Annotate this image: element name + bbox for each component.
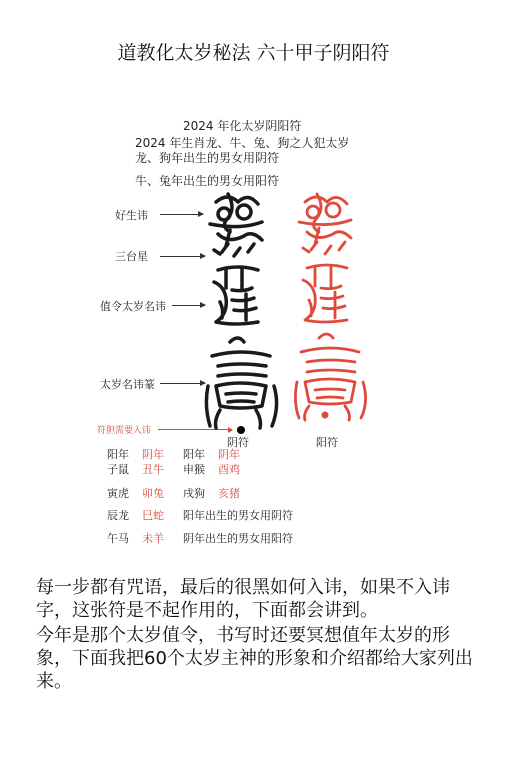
table-cell: 辰龙 [107,509,129,522]
label-hao-sheng-hui: 好生讳 [115,209,148,222]
table-cell: 申猴 [183,463,205,476]
table-cell: 卯兔 [142,487,164,500]
body-paragraph-1: 每一步都有咒语，最后的很黑如何入讳，如果不入讳字，这张符是不起作用的，下面都会讲到。 [36,577,450,621]
label-ru-hui: 符胆需要入讳 [97,426,152,436]
label-zhi-ling: 值令太岁名讳 [100,300,166,313]
chart-line-1: 2024 年生肖龙、牛、兔、狗之人犯太岁 [135,136,350,150]
table-cell: 阴年 [142,448,164,461]
table-note: 阴年出生的男女用阳符 [183,532,293,545]
table-cell: 酉鸡 [218,463,240,476]
label-san-tai-xing: 三台星 [115,250,148,263]
table-cell: 亥猪 [218,487,240,500]
table-cell: 子鼠 [107,463,129,476]
table-cell: 阳年 [107,448,129,461]
table-cell: 戌狗 [183,487,205,500]
yin-fu-caption: 阴符 [227,436,249,449]
label-ming-hui-zhuan: 太岁名讳篆 [100,378,155,391]
table-cell: 丑牛 [142,463,164,476]
yin-talisman-icon [196,190,286,435]
body-paragraph-2: 今年是那个太岁值令，书写时还要冥想值年太岁的形象，下面我把60个太岁主神的形象和介绍都给大家列出来。 [36,625,473,692]
yang-talisman-icon [285,190,375,435]
yang-fu-caption: 阳符 [316,436,338,449]
chart-line-3: 牛、兔年出生的男女用阳符 [135,174,280,188]
chart-line-2: 龙、狗年出生的男女用阴符 [135,151,280,165]
table-cell: 巳蛇 [142,509,164,522]
table-cell: 午马 [107,532,129,545]
table-cell: 阴年 [218,448,240,461]
table-cell: 阳年 [183,448,205,461]
chart-heading: 2024 年化太岁阴阳符 [183,119,302,133]
table-cell: 未羊 [142,532,164,545]
table-cell: 寅虎 [107,487,129,500]
table-note: 阳年出生的男女用阴符 [183,509,293,522]
page-title: 道教化太岁秘法 六十甲子阴阳符 [117,42,390,64]
